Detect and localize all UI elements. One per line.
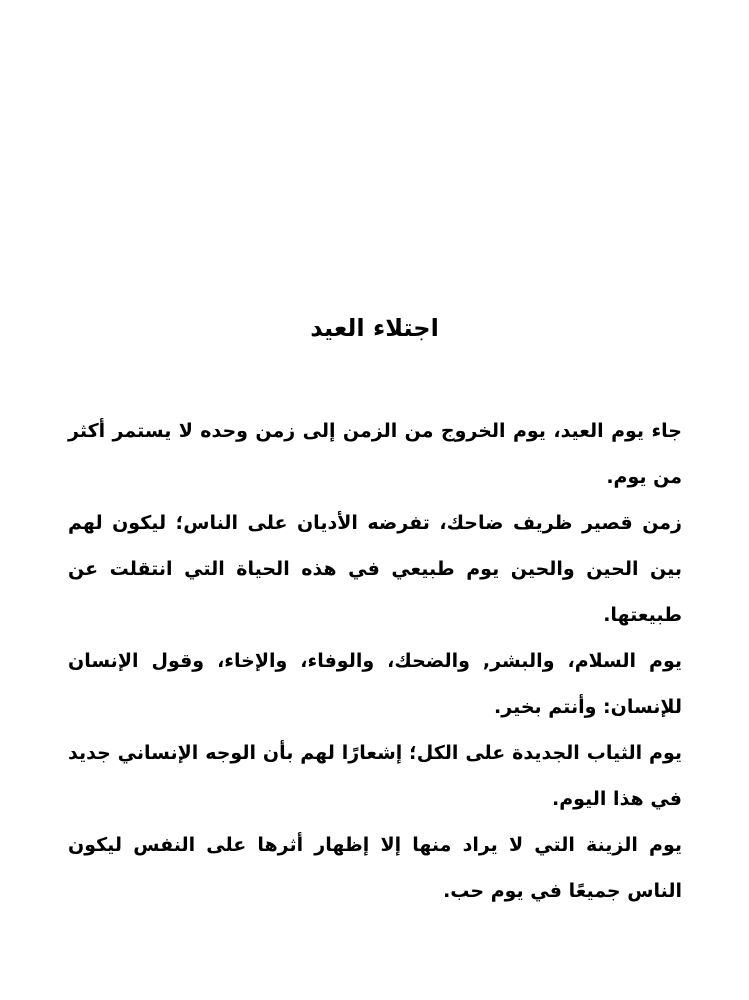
paragraph: جاء يوم العيد، يوم الخروج من الزمن إلى زمن وحده لا يستمر أكثر من يوم. — [68, 420, 682, 488]
document-body — [68, 408, 682, 914]
paragraph: يوم الزينة التي لا يراد منها إلا إظهار أثرها على النفس ليكون الناس جميعًا في يوم حب. — [68, 834, 682, 902]
paragraph: زمن قصير ظريف ضاحك، تفرضه الأديان على الناس؛ ليكون لهم بين الحين والحين يوم طبيعي في هذه الحياة التي انتقلت عن طبيعتها. — [68, 512, 682, 626]
paragraph: يوم الثياب الجديدة على الكل؛ إشعارًا لهم بأن الوجه الإنساني جديد في هذا اليوم. — [68, 742, 682, 810]
paragraph: يوم السلام، والبشر, والضحك، والوفاء، والإخاء، وقول الإنسان للإنسان: وأنتم بخير. — [68, 650, 682, 718]
page-title: اجتلاء العيد — [310, 314, 439, 342]
